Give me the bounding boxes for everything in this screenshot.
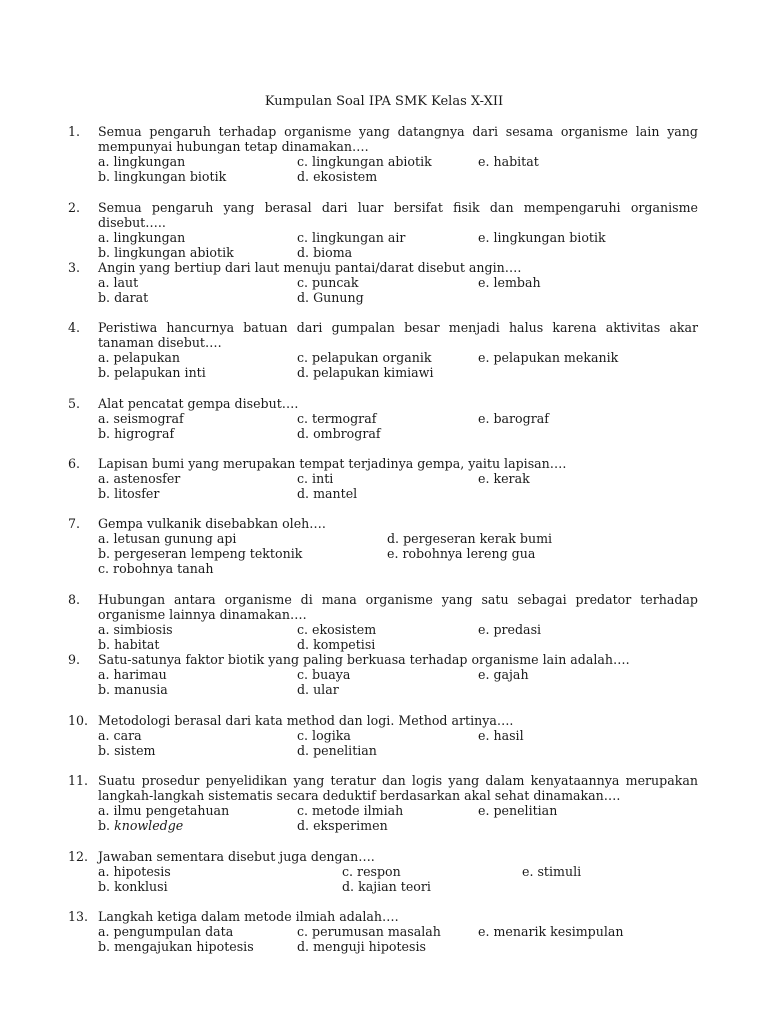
question-number: 4. — [68, 320, 81, 335]
option-d: d. eksperimen — [297, 818, 388, 833]
options — [98, 471, 698, 501]
option-c: c. robohnya tanah — [98, 561, 214, 576]
option-c: c. logika — [297, 728, 351, 743]
option-c: c. metode ilmiah — [297, 803, 404, 818]
option-b: b. pelapukan inti — [98, 365, 206, 380]
options — [98, 411, 698, 441]
question-6 — [68, 456, 698, 501]
option-e: e. hasil — [478, 728, 524, 743]
option-a: a. lingkungan — [98, 154, 186, 169]
question-13 — [68, 909, 698, 954]
option-e: e. habitat — [478, 154, 539, 169]
options — [98, 350, 698, 380]
option-b: b. sistem — [98, 743, 156, 758]
option-d: d. kajian teori — [342, 879, 431, 894]
options — [98, 667, 698, 697]
question-9 — [68, 652, 698, 697]
option-a: a. lingkungan — [98, 230, 186, 245]
options — [98, 864, 698, 894]
question-1 — [68, 124, 698, 184]
option-a: a. pelapukan — [98, 350, 180, 365]
option-a: a. harimau — [98, 667, 167, 682]
question-number: 6. — [68, 456, 81, 471]
option-b: b. knowledge — [98, 818, 184, 833]
question-text: Suatu prosedur penyelidikan yang teratur dan logis yang dalam kenyataannya merupakan langkah-langkah sistematis secara deduktif berdasarkan akal sehat dinamakan…. — [98, 773, 698, 803]
option-e: e. barograf — [478, 411, 549, 426]
option-c: c. puncak — [297, 275, 359, 290]
option-c: c. respon — [342, 864, 401, 879]
option-b: b. pergeseran lempeng tektonik — [98, 546, 303, 561]
option-c: c. pelapukan organik — [297, 350, 432, 365]
question-number: 13. — [68, 909, 89, 924]
options — [98, 622, 698, 652]
question-2 — [68, 200, 698, 260]
question-text: Satu-satunya faktor biotik yang paling berkuasa terhadap organisme lain adalah…. — [98, 652, 630, 667]
option-a: a. seismograf — [98, 411, 184, 426]
option-b: b. mengajukan hipotesis — [98, 939, 254, 954]
question-10 — [68, 713, 698, 758]
question-3 — [68, 260, 698, 305]
option-e: e. stimuli — [522, 864, 582, 879]
option-d: d. bioma — [297, 245, 353, 260]
question-text: Langkah ketiga dalam metode ilmiah adalah…. — [98, 909, 399, 924]
option-e: e. robohnya lereng gua — [387, 546, 536, 561]
question-number: 2. — [68, 200, 81, 215]
question-number: 7. — [68, 516, 81, 531]
option-d: d. ekosistem — [297, 169, 378, 184]
option-b: b. habitat — [98, 637, 160, 652]
option-d: d. penelitian — [297, 743, 377, 758]
option-c: c. perumusan masalah — [297, 924, 441, 939]
option-e: e. predasi — [478, 622, 542, 637]
question-12 — [68, 849, 698, 894]
question-text: Hubungan antara organisme di mana organisme yang satu sebagai predator terhadap organisme lainnya dinamakan…. — [98, 592, 698, 622]
option-e: e. menarik kesimpulan — [478, 924, 624, 939]
question-text: Jawaban sementara disebut juga dengan…. — [98, 849, 375, 864]
question-text: Semua pengaruh yang berasal dari luar bersifat fisik dan mempengaruhi organisme disebut….. — [98, 200, 698, 230]
option-b: b. higrograf — [98, 426, 175, 441]
options — [98, 230, 698, 260]
option-b: b. litosfer — [98, 486, 160, 501]
options — [98, 924, 698, 954]
option-a: a. letusan gunung api — [98, 531, 237, 546]
options — [98, 531, 698, 576]
option-c: c. termograf — [297, 411, 377, 426]
option-a: a. simbiosis — [98, 622, 173, 637]
option-d: d. ombrograf — [297, 426, 381, 441]
option-e: e. lingkungan biotik — [478, 230, 606, 245]
question-text: Semua pengaruh terhadap organisme yang datangnya dari sesama organisme lain yang mempunyai hubungan tetap dinamakan…. — [98, 124, 698, 154]
question-5 — [68, 396, 698, 441]
option-a: a. pengumpulan data — [98, 924, 234, 939]
question-7 — [68, 516, 698, 576]
question-8 — [68, 592, 698, 652]
option-b: b. darat — [98, 290, 149, 305]
option-c: c. lingkungan abiotik — [297, 154, 432, 169]
option-b: b. lingkungan biotik — [98, 169, 227, 184]
option-d: d. menguji hipotesis — [297, 939, 426, 954]
question-number: 10. — [68, 713, 89, 728]
option-d: d. mantel — [297, 486, 358, 501]
question-number: 8. — [68, 592, 81, 607]
option-e: e. lembah — [478, 275, 541, 290]
option-d: d. kompetisi — [297, 637, 376, 652]
options — [98, 154, 698, 184]
page-title: Kumpulan Soal IPA SMK Kelas X-XII — [264, 94, 504, 109]
option-d: d. Gunung — [297, 290, 364, 305]
option-c: c. lingkungan air — [297, 230, 406, 245]
option-d: d. ular — [297, 682, 339, 697]
option-a: a. astenosfer — [98, 471, 181, 486]
question-number: 5. — [68, 396, 81, 411]
option-e: e. penelitian — [478, 803, 558, 818]
question-number: 12. — [68, 849, 89, 864]
option-e: e. pelapukan mekanik — [478, 350, 619, 365]
option-d: d. pelapukan kimiawi — [297, 365, 434, 380]
question-text: Angin yang bertiup dari laut menuju pantai/darat disebut angin…. — [98, 260, 522, 275]
option-a: a. hipotesis — [98, 864, 171, 879]
option-a: a. cara — [98, 728, 142, 743]
question-11 — [68, 773, 698, 833]
options — [98, 728, 698, 758]
question-number: 3. — [68, 260, 81, 275]
question-text: Lapisan bumi yang merupakan tempat terjadinya gempa, yaitu lapisan…. — [98, 456, 567, 471]
question-number: 1. — [68, 124, 81, 139]
option-c: c. inti — [297, 471, 334, 486]
question-text: Peristiwa hancurnya batuan dari gumpalan besar menjadi halus karena aktivitas akar tanaman disebut…. — [98, 320, 698, 350]
option-b-italic: knowledge — [114, 818, 184, 833]
option-e: e. kerak — [478, 471, 530, 486]
option-b: b. manusia — [98, 682, 168, 697]
question-number: 11. — [68, 773, 89, 788]
question-text: Gempa vulkanik disebabkan oleh…. — [98, 516, 326, 531]
option-b: b. lingkungan abiotik — [98, 245, 234, 260]
option-a: a. laut — [98, 275, 139, 290]
question-4 — [68, 320, 698, 380]
question-text: Alat pencatat gempa disebut…. — [98, 396, 299, 411]
options — [98, 803, 698, 833]
question-text: Metodologi berasal dari kata method dan logi. Method artinya…. — [98, 713, 514, 728]
option-c: c. ekosistem — [297, 622, 377, 637]
option-a: a. ilmu pengetahuan — [98, 803, 230, 818]
option-c: c. buaya — [297, 667, 351, 682]
options — [98, 275, 698, 305]
option-b: b. konklusi — [98, 879, 168, 894]
option-d: d. pergeseran kerak bumi — [387, 531, 553, 546]
option-e: e. gajah — [478, 667, 529, 682]
question-number: 9. — [68, 652, 81, 667]
